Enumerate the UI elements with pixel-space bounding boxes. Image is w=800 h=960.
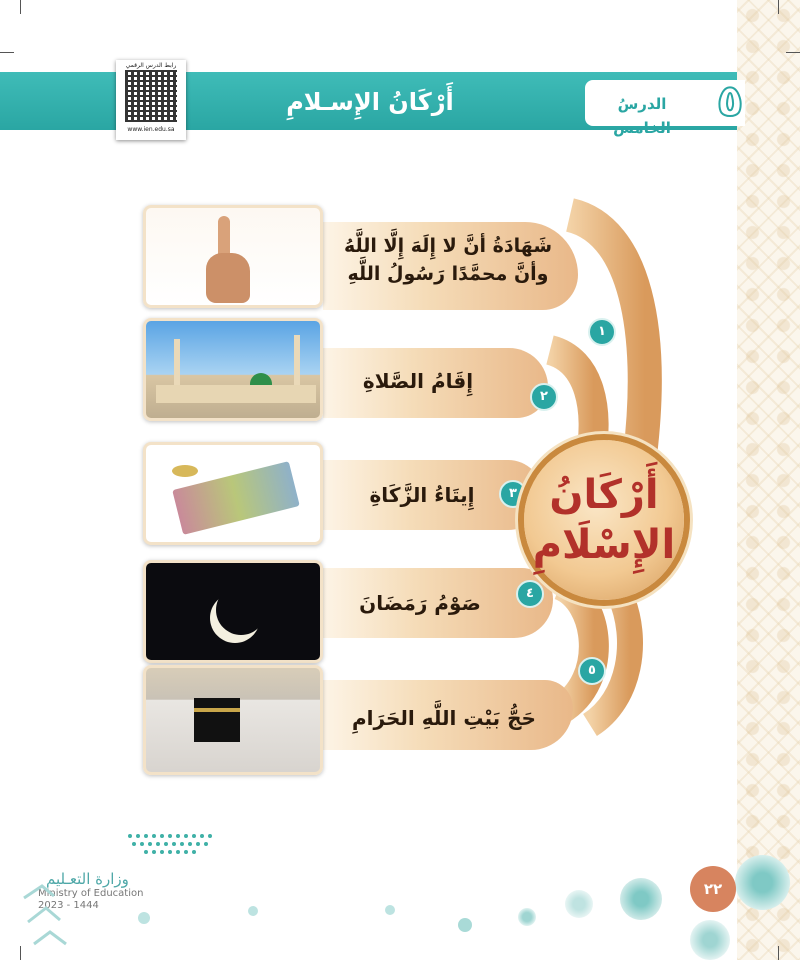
lesson-number: ٥ [716, 76, 744, 127]
coins-icon [172, 465, 198, 477]
pillar-number-4: ٤ [516, 580, 544, 608]
pillar-number-1: ١ [588, 318, 616, 346]
center-title [524, 470, 684, 570]
pillar-label-3: إِيتَاءُ الزَّكَاةِ [369, 483, 475, 507]
pillar-1-line2: وأنَّ محمَّدًا رَسُولُ اللَّهِ [347, 263, 549, 285]
deco-dot-icon [458, 918, 472, 932]
qr-caption: رابط الدرس الرقمي [125, 62, 177, 69]
finger-icon [218, 216, 230, 256]
photo-money [143, 442, 323, 545]
photo-kaaba [143, 665, 323, 775]
ministry-dots-icon [124, 830, 220, 860]
deco-dot-icon [385, 905, 395, 915]
qr-url: www.ien.edu.sa [127, 126, 175, 133]
pillar-label-4: صَوْمُ رَمَضَانَ [359, 591, 481, 615]
ministry-year: 2023 - 1444 [38, 900, 99, 911]
kaaba-band [194, 708, 240, 712]
ministry-name-ar: وزارة التعـليم [46, 870, 129, 888]
ministry-name-en: Ministry of Education [38, 888, 144, 899]
pillar-label-2: إِقَامُ الصَّلاةِ [362, 369, 474, 393]
deco-flower-icon [518, 908, 536, 926]
crescent-moon-icon [216, 585, 266, 635]
deco-dot-icon [248, 906, 258, 916]
pillar-1-line1: شَهَادَةُ أنَّ لا إِلَهَ إِلَّا اللَّهُ [343, 235, 553, 257]
photo-crescent [143, 560, 323, 663]
deco-flower-icon [735, 855, 790, 910]
center-title-line2: الإِسْلَامِ [532, 522, 676, 568]
pillar-number-2: ٢ [530, 383, 558, 411]
deco-dot-icon [138, 912, 150, 924]
pillar-label-1 [328, 232, 568, 288]
lesson-title: أَرْكَانُ الإِسـلامِ [286, 88, 454, 116]
ministry-logo [28, 830, 198, 950]
ministry-shape-icon [20, 878, 80, 950]
pillar-label-5: حَجُّ بَيْتِ اللَّهِ الحَرَامِ [352, 706, 536, 730]
mosque-wall [156, 385, 316, 403]
deco-flower-icon [620, 878, 662, 920]
lesson-label: الدرسُ الخامس [613, 95, 671, 137]
page-number: ٢٢ [690, 866, 736, 912]
kaaba-icon [194, 698, 240, 742]
hand-icon [206, 253, 250, 303]
photo-pointing-finger [143, 205, 323, 308]
pillar-number-5: ٥ [578, 657, 606, 685]
pillar-number-3: ٣ [499, 480, 527, 508]
deco-flower-icon [565, 890, 593, 918]
center-title-line1: أَرْكَانُ [549, 472, 659, 518]
deco-flower-icon [690, 920, 730, 960]
photo-mosque [143, 318, 323, 421]
